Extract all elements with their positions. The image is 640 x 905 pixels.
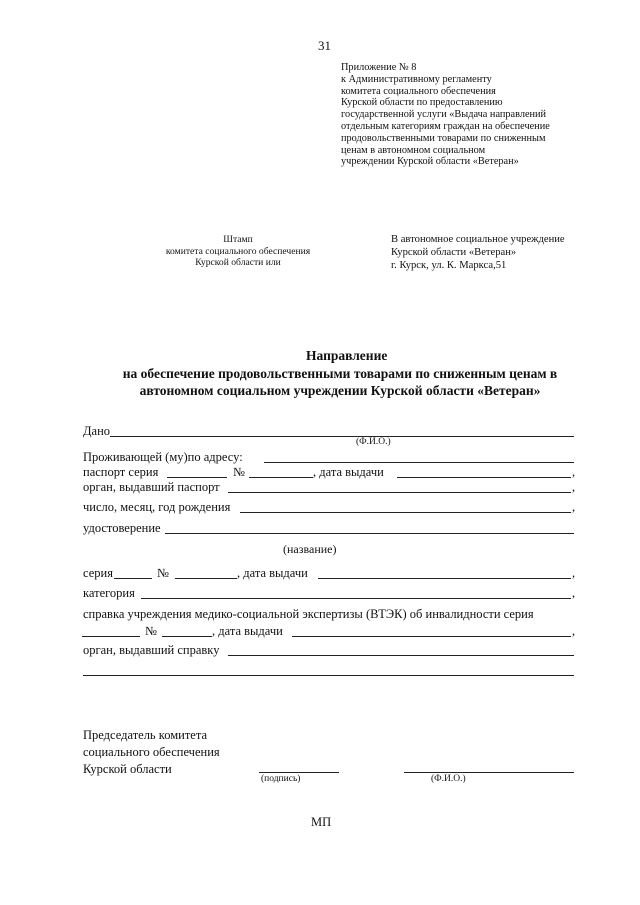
issue-date-label: , дата выдачи [313,465,384,479]
comma: , [572,624,576,638]
certificate-series-field[interactable] [114,578,152,579]
stamp-block [150,234,326,269]
comma: , [572,500,576,514]
certificate-issue-date-field[interactable] [318,578,571,579]
passport-issuer-label: орган, выдавший паспорт [83,480,220,494]
certificate-field[interactable] [165,533,574,534]
certificate-label: удостоверение [83,521,161,535]
addressee-line: Курской области «Ветеран» [391,247,517,259]
addressee-line: В автономное социальное учреждение [391,234,565,245]
signature-hint: (подпись) [261,774,301,784]
fio-field[interactable] [110,436,574,437]
comma: , [572,465,576,479]
passport-issuer-field[interactable] [228,492,571,493]
vtek-series-field[interactable] [82,636,140,637]
appendix-line: учреждении Курской области «Ветеран» [341,156,519,168]
appendix-line: государственной услуги «Выдача направлений [341,109,547,121]
subtitle-line: автономном социальном учреждении Курской области «Ветеран» [139,382,541,398]
appendix-line: Курской области по предоставлению [341,97,503,109]
document-subtitle [90,366,590,399]
stamp-line: Курской области или [195,257,281,269]
birth-date-label: число, месяц, год рождения [83,500,231,514]
page-number: 31 [318,38,331,53]
number-sign: № [233,465,245,479]
residing-label: Проживающей (му)по адресу: [83,450,243,464]
subtitle-line: на обеспечение продовольственными товарами по сниженным ценам в [122,366,558,381]
appendix-line: к Административному регламенту [341,73,492,85]
signatory-line: социального обеспечения [83,745,220,759]
category-label: категория [83,586,135,600]
appendix-line: отдельным категориям граждан на обеспечение [341,120,550,132]
issue-date-label: , дата выдачи [237,566,308,580]
signatory-block [83,727,220,778]
seal-mark: МП [311,815,332,829]
vtek-number-field[interactable] [162,636,212,637]
certificate-number-field[interactable] [175,578,237,579]
passport-series-field[interactable] [167,477,227,478]
passport-issue-date-field[interactable] [397,477,571,478]
addressee-block [391,233,565,273]
appendix-line: комитета социального обеспечения [341,85,496,97]
signatory-fio-field[interactable] [404,772,574,773]
cert-issuer-field[interactable] [228,655,574,656]
vtek-label: справка учреждения медико-социальной экспертизы (ВТЭК) об инвалидности серия [83,607,534,621]
signature-field[interactable] [259,772,339,773]
appendix-line: ценам в автономном социальном [341,144,486,156]
stamp-line: комитета социального обеспечения [165,245,311,257]
cert-issuer-label: орган, выдавший справку [83,643,220,657]
signatory-line: Курской области [83,762,172,776]
stamp-line: Штамп [223,234,253,245]
cert-issuer-field-continued[interactable] [83,675,574,676]
number-sign: № [157,566,169,580]
comma: , [572,480,576,494]
addressee-line: г. Курск, ул. К. Маркса,51 [391,260,507,272]
address-field[interactable] [264,462,574,463]
category-field[interactable] [141,598,571,599]
given-label: Дано [83,424,111,438]
appendix-block [341,62,550,168]
comma: , [572,586,576,600]
vtek-issue-date-field[interactable] [292,636,571,637]
fio-hint: (Ф.И.О.) [356,437,391,447]
signatory-fio-hint: (Ф.И.О.) [431,774,466,784]
comma: , [572,566,576,580]
appendix-line: продовольственными товарами по сниженным [341,132,546,144]
series-label: серия [83,566,113,580]
appendix-line: Приложение № 8 [341,62,417,73]
name-hint: (название) [283,542,337,556]
number-sign: № [145,624,157,638]
passport-number-field[interactable] [249,477,313,478]
birth-date-field[interactable] [240,512,571,513]
passport-series-label: паспорт серия [83,465,159,479]
signatory-line: Председатель комитета [83,728,207,742]
document-title: Направление [306,348,388,363]
issue-date-label: , дата выдачи [212,624,283,638]
